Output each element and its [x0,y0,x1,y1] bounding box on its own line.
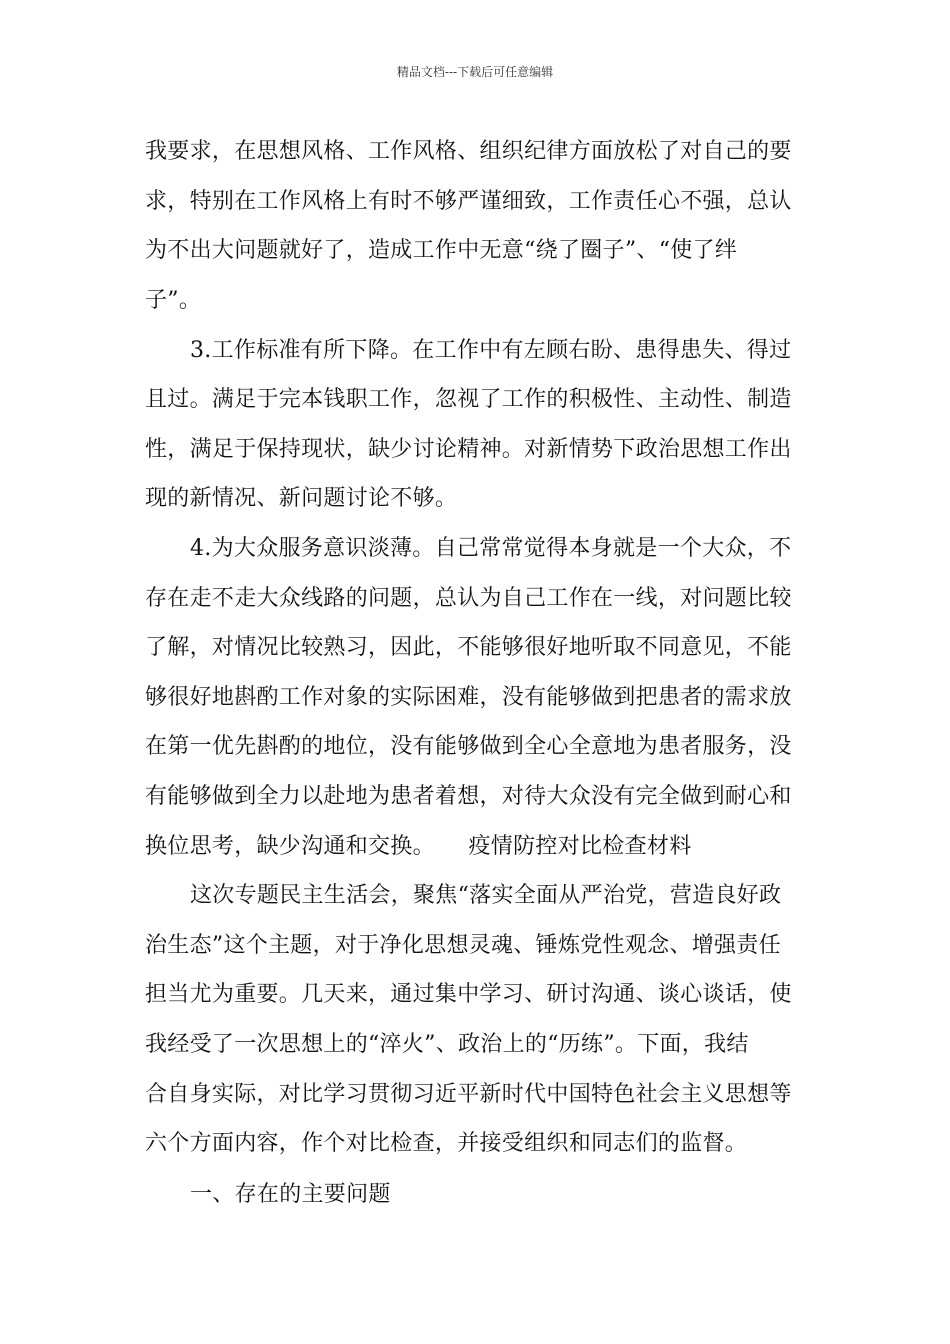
text-line: 我经受了一次思想上的“淬火”、政治上的“历练”。下面，我结 [145,1032,749,1057]
text-line: 性，满足于保持现状，缺少讨论精神。对新情势下政治思想工作出 [145,437,792,462]
text-line: 担当尤为重要。几天来，通过集中学习、研讨沟通、谈心谈话，使 [145,982,792,1007]
text-line: 4.为大众服务意识淡薄。自己常常觉得本身就是一个大众，不 [190,536,792,561]
text-line: 为不出大问题就好了，造成工作中无意“绕了圈子”、“使了绊 [145,238,738,263]
text-line: 了解，对情况比较熟习，因此，不能够很好地听取不同意见，不能 [145,635,792,660]
text-line: 且过。满足于完本钱职工作，忽视了工作的积极性、主动性、制造 [145,387,792,412]
text-line: 合自身实际，对比学习贯彻习近平新时代中国特色社会主义思想等 [145,1082,792,1107]
text-line: 治生态”这个主题，对于净化思想灵魂、锤炼党性观念、增强责任 [145,933,781,958]
text-line: 3.工作标准有所下降。在工作中有左顾右盼、患得患失、得过 [190,338,792,363]
text-line: 现的新情况、新问题讨论不够。 [145,486,458,511]
text-line: 求，特别在工作风格上有时不够严谨细致，工作责任心不强，总认 [145,189,792,214]
text-line: 这次专题民主生活会，聚焦“落实全面从严治党，营造良好政 [190,883,782,908]
text-line: 换位思考，缺少沟通和交换。 疫情防控对比检查材料 [145,834,692,859]
text-line: 在第一优先斟酌的地位，没有能够做到全心全意地为患者服务，没 [145,734,792,759]
text-line: 存在走不走大众线路的问题，总认为自己工作在一线，对问题比较 [145,586,792,611]
text-line: 子”。 [145,288,202,313]
text-line: 六个方面内容，作个对比检查，并接受组织和同志们的监督。 [145,1131,748,1156]
text-line: 够很好地斟酌工作对象的实际困难，没有能够做到把患者的需求放 [145,685,792,710]
section-heading: 一、存在的主要问题 [190,1182,391,1207]
page-header: 精品文档---下载后可任意编辑 [396,65,554,79]
text-line: 有能够做到全力以赴地为患者着想，对待大众没有完全做到耐心和 [145,784,792,809]
text-line: 我要求，在思想风格、工作风格、组织纪律方面放松了对自己的要 [145,139,792,164]
